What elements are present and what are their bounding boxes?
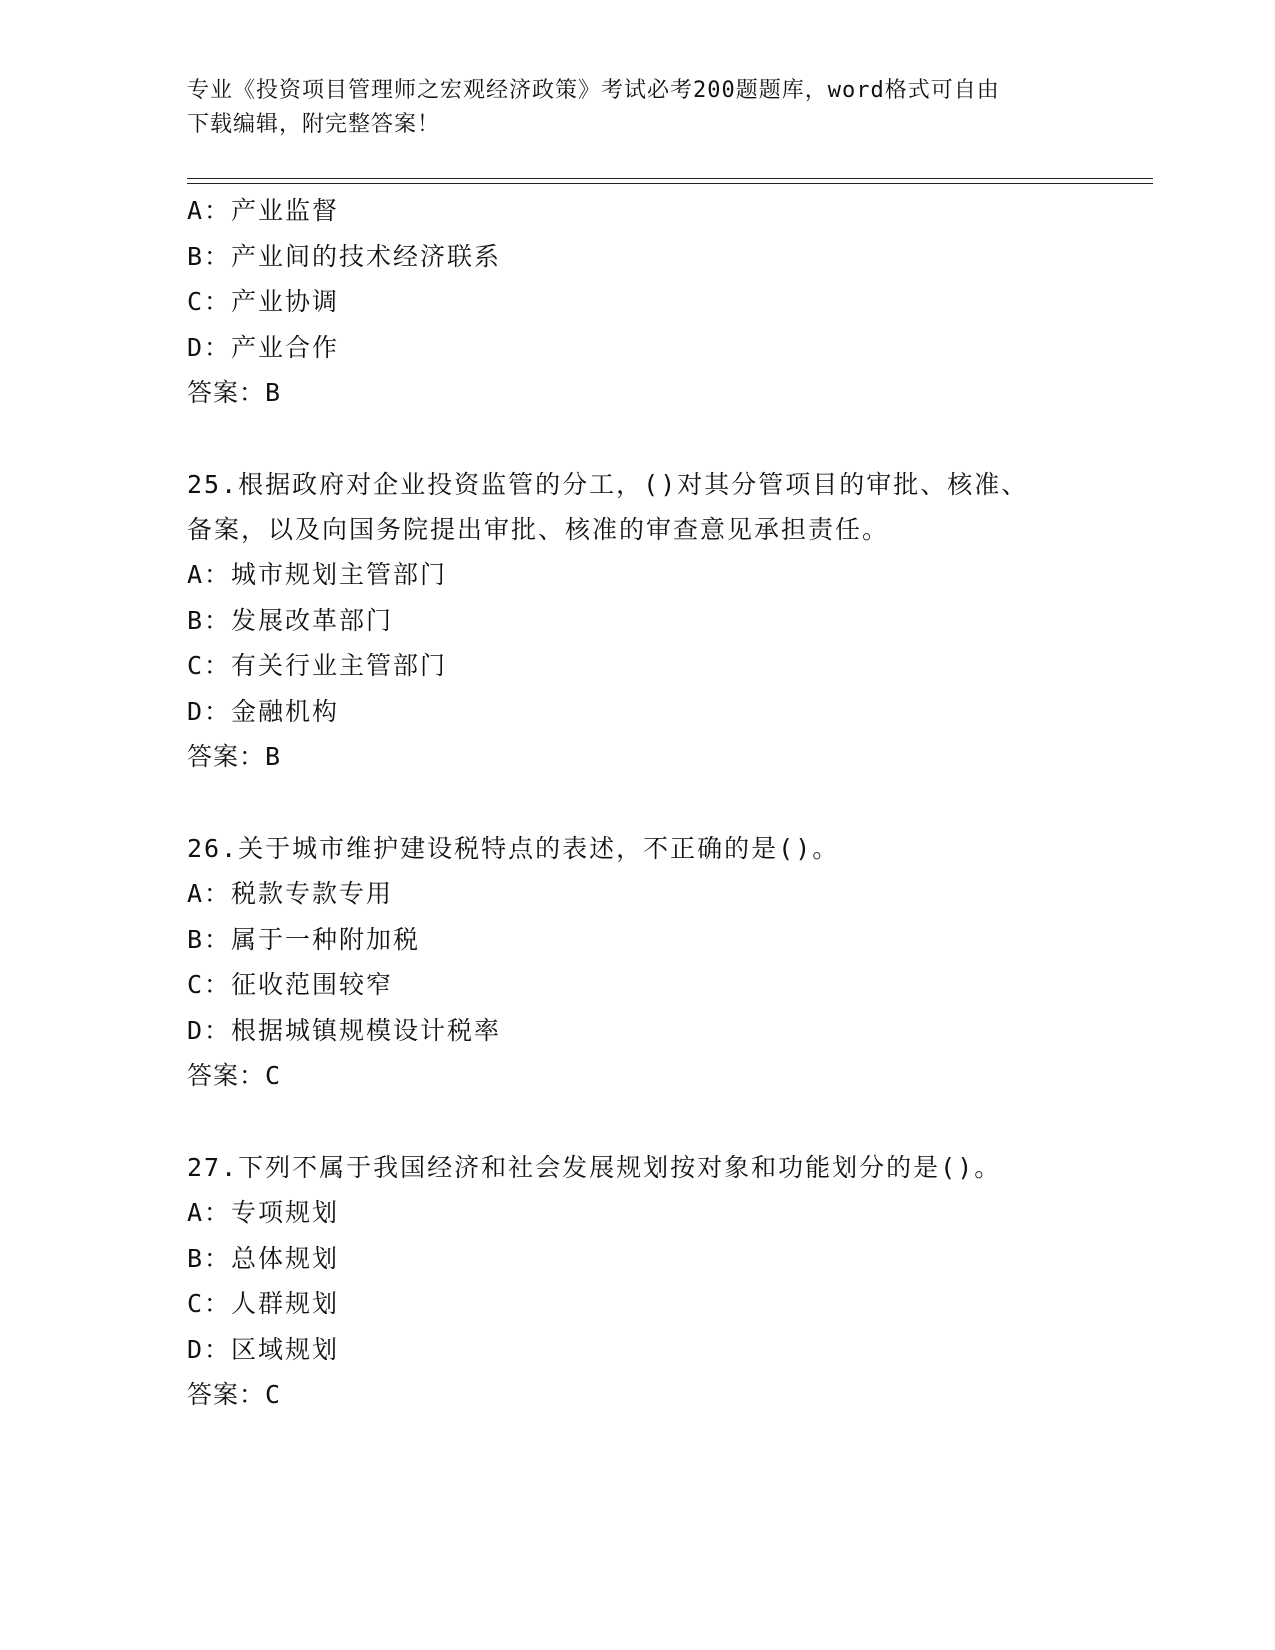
option-key: D： [187, 332, 232, 362]
option-key: A： [187, 196, 232, 225]
question-25 [187, 462, 1087, 779]
option-a [187, 871, 1087, 917]
option-text: 产业间的技术经济联系 [231, 241, 502, 271]
question-spacer [187, 1098, 1087, 1145]
option-d [187, 689, 1087, 735]
option-key: B： [187, 1243, 232, 1273]
answer-label: 答案： [187, 1061, 266, 1090]
option-key: A： [187, 879, 232, 908]
option-b [187, 917, 1087, 963]
question-stem-line-1: 25.根据政府对企业投资监管的分工，()对其分管项目的审批、核准、 [187, 470, 1029, 499]
answer-line [187, 1053, 1087, 1098]
option-b [187, 598, 1087, 644]
question-spacer [187, 415, 1087, 462]
option-text: 税款专款专用 [231, 879, 394, 908]
answer-line [187, 734, 1087, 779]
option-d [187, 325, 1087, 371]
option-text: 产业监督 [231, 196, 340, 225]
question-stem [187, 462, 1087, 552]
question-spacer [187, 779, 1087, 826]
option-key: A： [187, 560, 232, 589]
question-24-continued [187, 188, 1087, 415]
option-text: 有关行业主管部门 [231, 651, 448, 680]
header-divider-bottom [187, 183, 1153, 184]
option-text: 人群规划 [231, 1289, 340, 1318]
question-stem-line-2: 备案，以及向国务院提出审批、核准的审查意见承担责任。 [187, 515, 890, 544]
answer-value: C [265, 1380, 282, 1409]
header-line-1: 专业《投资项目管理师之宏观经济政策》考试必考200题题库，word格式可自由 [187, 78, 1000, 103]
option-c [187, 962, 1087, 1008]
option-key: D： [187, 1015, 232, 1045]
option-text: 金融机构 [231, 696, 340, 726]
question-26 [187, 826, 1087, 1098]
answer-line [187, 370, 1087, 415]
option-a [187, 188, 1087, 234]
answer-value: B [265, 378, 282, 407]
option-d [187, 1008, 1087, 1054]
answer-line [187, 1372, 1087, 1417]
option-c [187, 279, 1087, 325]
question-stem-line-1: 27.下列不属于我国经济和社会发展规划按对象和功能划分的是()。 [187, 1153, 1002, 1182]
option-text: 总体规划 [231, 1243, 340, 1273]
option-text: 征收范围较窄 [231, 970, 394, 999]
option-key: C： [187, 1289, 232, 1318]
header-line-2: 下载编辑，附完整答案！ [187, 112, 441, 137]
option-key: C： [187, 287, 232, 316]
option-c [187, 643, 1087, 689]
option-d [187, 1327, 1087, 1373]
option-key: B： [187, 241, 232, 271]
option-text: 发展改革部门 [231, 605, 394, 635]
option-text: 属于一种附加税 [231, 924, 421, 954]
option-text: 产业合作 [231, 332, 340, 362]
option-b [187, 234, 1087, 280]
option-key: B： [187, 924, 232, 954]
option-text: 根据城镇规模设计税率 [231, 1015, 502, 1045]
option-text: 区域规划 [231, 1334, 340, 1364]
answer-label: 答案： [187, 742, 266, 771]
question-stem-line-1: 26.关于城市维护建设税特点的表述，不正确的是()。 [187, 834, 840, 863]
option-text: 产业协调 [231, 287, 340, 316]
option-key: D： [187, 696, 232, 726]
answer-value: B [265, 742, 282, 771]
question-list [187, 188, 1087, 1417]
option-c [187, 1281, 1087, 1327]
option-key: A： [187, 1198, 232, 1227]
option-text: 城市规划主管部门 [231, 560, 448, 589]
option-key: D： [187, 1334, 232, 1364]
option-key: C： [187, 970, 232, 999]
question-stem [187, 1145, 1087, 1190]
question-27 [187, 1145, 1087, 1417]
question-stem [187, 826, 1087, 871]
option-a [187, 552, 1087, 598]
option-key: B： [187, 605, 232, 635]
option-a [187, 1190, 1087, 1236]
option-b [187, 1236, 1087, 1282]
option-text: 专项规划 [231, 1198, 340, 1227]
header-divider-top [187, 178, 1153, 179]
document-header [187, 74, 1067, 142]
answer-value: C [265, 1061, 282, 1090]
answer-label: 答案： [187, 378, 266, 407]
option-key: C： [187, 651, 232, 680]
answer-label: 答案： [187, 1380, 266, 1409]
